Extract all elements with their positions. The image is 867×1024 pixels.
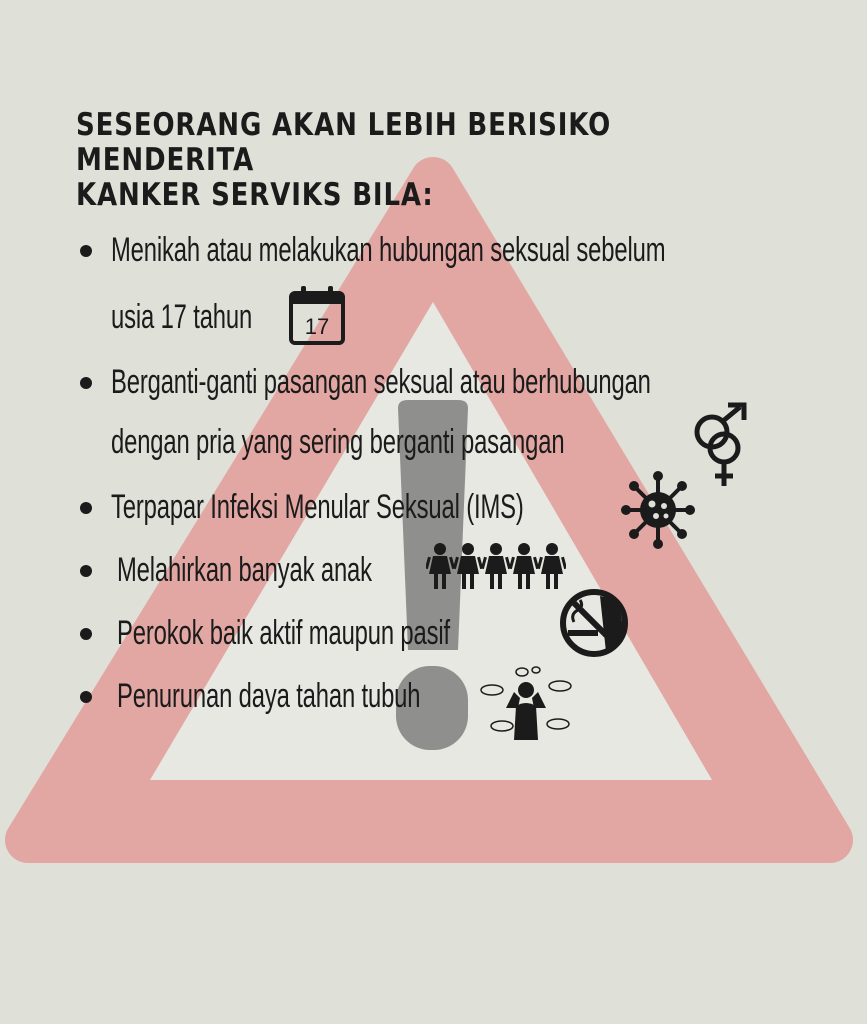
bullet-dot xyxy=(80,628,92,640)
risk-text-line: Berganti-ganti pasangan seksual atau berhubungan xyxy=(111,363,651,401)
risk-text-line: dengan pria yang sering berganti pasangan xyxy=(111,423,565,461)
risk-text-line: Melahirkan banyak anak xyxy=(117,551,372,589)
bullet-dot xyxy=(80,565,92,577)
bullet-dot xyxy=(80,245,92,257)
calendar-icon xyxy=(288,284,346,346)
risk-text-line: Penurunan daya tahan tubuh xyxy=(117,677,421,715)
no-smoking-icon xyxy=(558,588,640,658)
gender-symbols-icon xyxy=(688,402,752,490)
risk-text-line: Perokok baik aktif maupun pasif xyxy=(117,614,451,652)
stressed-person-icon xyxy=(478,664,574,742)
risk-text-line: Menikah atau melakukan hubungan seksual sebelum xyxy=(111,231,666,269)
risk-text-line: Terpapar Infeksi Menular Seksual (IMS) xyxy=(111,488,524,526)
bullet-dot xyxy=(80,691,92,703)
bullet-dot xyxy=(80,502,92,514)
calendar-day: 17 xyxy=(304,314,330,339)
risk-text-line: usia 17 tahun xyxy=(111,298,253,336)
title-line-1: SESEORANG AKAN LEBIH BERISIKO MENDERITA xyxy=(76,107,612,178)
title-line-2: KANKER SERVIKS BILA: xyxy=(76,177,434,213)
virus-icon xyxy=(620,470,696,550)
bullet-dot xyxy=(80,377,92,389)
children-icon xyxy=(426,542,566,592)
